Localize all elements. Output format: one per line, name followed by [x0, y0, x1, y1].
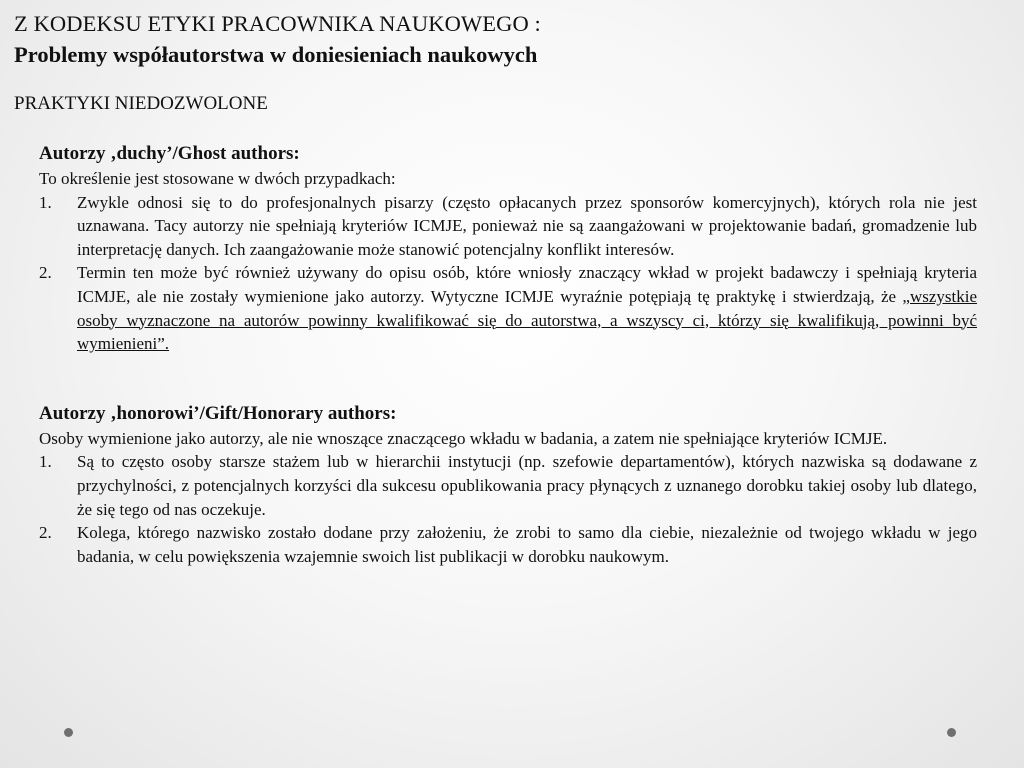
list-item — [39, 261, 977, 355]
ghost-authors-intro: To określenie jest stosowane w dwóch przypadkach: — [39, 169, 396, 188]
icmje-quote: „wszystkie osoby wyznaczone na autorów powinny kwalifikować się do autorstwa, a wszyscy ci, którzy się kwalifikują, powinni być wymienieni”. — [77, 286, 977, 354]
ghost-authors-list — [39, 191, 977, 356]
section-label: PRAKTYKI NIEDOZWOLONE — [14, 93, 268, 114]
decorative-dot-left — [64, 728, 73, 737]
list-item-text: Kolega, którego nazwisko zostało dodane przy założeniu, że zrobi to samo dla ciebie, niezależnie od twojego wkładu w jego badania, w celu powiększenia wzajemnie swoich list publikacji w dorobku naukowym. — [77, 523, 977, 566]
list-item — [39, 521, 977, 568]
list-number: 2. — [39, 523, 52, 543]
decorative-dot-right — [947, 728, 956, 737]
honorary-authors-intro: Osoby wymienione jako autorzy, ale nie wnoszące znaczącego wkładu w badania, a zatem nie spełniające kryteriów ICMJE. — [39, 428, 888, 448]
list-number: 1. — [39, 192, 52, 212]
section-spacer — [39, 356, 977, 401]
honorary-authors-list — [39, 450, 977, 568]
honorary-authors-heading: Autorzy ‚honorowi’/Gift/Honorary authors: — [39, 402, 397, 424]
list-number: 2. — [39, 263, 52, 283]
list-item-text: Zwykle odnosi się to do profesjonalnych pisarzy (często opłacanych przez sponsorów komercyjnych), których rola nie jest uznawana. Tacy autorzy nie spełniają kryteriów ICMJE, ponieważ nie są zaangażowani w projektowanie badań, gromadzenie lub interpretację danych. Ich zaangażowanie może stanowić potencjalny konflikt interesów. — [77, 192, 977, 259]
ghost-authors-section — [39, 141, 977, 356]
list-item-text: Termin ten może być również używany do opisu osób, które wniosły znaczący wkład w projekt badawczy i spełniają kryteria ICMJE, ale nie zostały wymienione jako autorzy. Wytyczne ICMJE wyraźnie potępiają tę praktykę i stwierdzają, że — [77, 263, 977, 306]
list-item — [39, 450, 977, 521]
list-item-text: Są to często osoby starsze stażem lub w hierarchii instytucji (np. szefowie departamentów), których nazwiska są dodawane z przychylności, z potencjalnych korzyści dla sukcesu opublikowania pracy płynących z uznanego dorobku takiej osoby lub dlatego, że się tego od nas oczekuje. — [77, 452, 977, 519]
honorary-authors-section — [39, 401, 977, 569]
slide-title: Z KODEKSU ETYKI PRACOWNIKA NAUKOWEGO : — [14, 11, 541, 36]
list-item — [39, 191, 977, 262]
slide-content — [39, 141, 977, 568]
slide-subtitle-bold: Problemy współautorstwa w doniesieniach naukowych — [14, 42, 538, 67]
ghost-authors-heading: Autorzy ‚duchy’/Ghost authors: — [39, 143, 300, 164]
list-number: 1. — [39, 452, 52, 472]
